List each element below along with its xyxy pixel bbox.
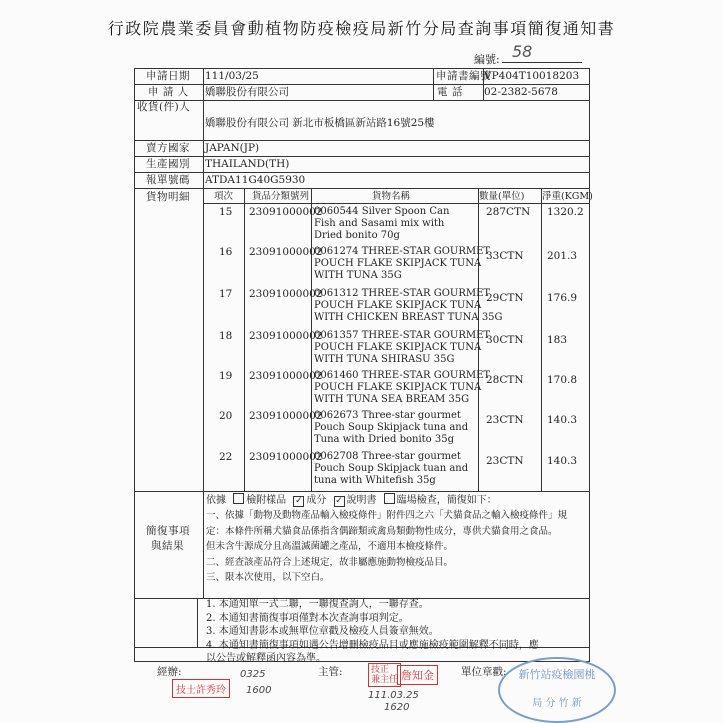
chief-note-2: 1620	[384, 702, 410, 713]
row-name-line: Dried bonito 70g	[314, 230, 400, 241]
row-item: 22	[219, 451, 233, 463]
handler-note-2: 1600	[246, 685, 272, 696]
declaration-label: 報單號碼	[146, 174, 190, 186]
row-weight: 140.3	[547, 455, 578, 467]
row-name-line: POUCH FLAKE SKIPJACK TUNA	[314, 382, 482, 393]
col-weight-header: 淨重(KGM)	[542, 191, 593, 202]
row-name-line: tuna with Whitefish 35g	[314, 475, 436, 486]
row-weight: 176.9	[547, 292, 578, 304]
sample-option: 檢附樣品	[246, 495, 287, 506]
row-name-line: 0062673 Three-star gourmet	[314, 410, 461, 421]
row-qty: 29CTN	[486, 292, 524, 304]
row-item: 20	[219, 410, 233, 422]
row-item: 16	[219, 246, 233, 258]
row-name	[314, 410, 468, 446]
row-name-line: POUCH FLAKE SKIPJACK TUNA	[314, 342, 482, 353]
chief-stamp-name: 詹知金	[397, 665, 438, 685]
origin-label: 生產國別	[146, 158, 190, 170]
row-name	[314, 370, 490, 406]
unit-stamp-text: 新竹站疫檢園桃	[518, 668, 596, 681]
consignee-label: 收貨(件)人	[137, 101, 191, 113]
note-item: 2. 本通知書簡復事項僅對本次查詢事項判定。	[206, 612, 409, 624]
reply-line: 二、經查該產品符合上述規定，故非屬應施動物檢疫品目。	[206, 556, 454, 568]
row-name-line: Fish and Sasami mix with	[314, 218, 445, 229]
row-name-line: Pouch Soup Skipjack tuan and	[314, 463, 469, 474]
basis-line	[206, 493, 497, 507]
row-name-line: WITH TUNA SEA BREAM 35G	[314, 394, 470, 405]
col-item-header: 項次	[214, 191, 234, 202]
unit-stamp	[498, 657, 616, 723]
row-name-line: POUCH FLAKE SKIPJACK TUNA	[314, 258, 482, 269]
serial-value: 58	[512, 42, 533, 61]
handler-label: 經辦:	[157, 666, 182, 678]
row-name-line: WITH CHICKEN BREAST TUNA 35G	[314, 312, 503, 323]
reply-text	[206, 508, 567, 586]
row-name-line: 0061312 THREE-STAR GOURMET	[314, 288, 491, 299]
serial-underline	[502, 62, 582, 63]
row-name	[314, 246, 490, 282]
seller-label: 賣方國家	[146, 142, 190, 154]
serial-label: 編號:	[474, 53, 500, 66]
row-name-line: WITH TUNA SHIRASU 35G	[314, 354, 455, 365]
row-code: 23091000002	[249, 370, 323, 382]
inspect-option: 臨場檢查，簡復如下：	[396, 495, 497, 506]
col-name-header: 貨物名稱	[372, 191, 411, 202]
chief-stamp-title: 技正	[371, 665, 390, 675]
ingredient-option: 成分	[306, 495, 327, 506]
row-name-line: 0060544 Silver Spoon Can	[314, 206, 450, 217]
apply-date-label: 申請日期	[146, 70, 190, 82]
row-qty: 287CTN	[486, 206, 531, 218]
manual-option: 說明書	[346, 495, 377, 506]
row-name	[314, 288, 503, 324]
query-no-value: VP404T10018203	[484, 70, 580, 82]
manual-checkbox[interactable]: ✓	[335, 496, 343, 506]
goods-label: 貨物明細	[146, 191, 190, 203]
row-item: 17	[219, 288, 233, 300]
note-item: 4. 本通知書簡復事項如遇公告增刪檢疫品目或應施檢疫範圍解釋不同時，應	[206, 639, 539, 651]
origin-value: THAILAND(TH)	[205, 158, 290, 170]
row-name-line: 0061357 THREE-STAR GOURMET	[314, 330, 491, 341]
row-code: 23091000002	[249, 206, 323, 218]
row-code: 23091000002	[249, 410, 323, 422]
chief-label: 主管:	[318, 666, 343, 678]
row-code: 23091000002	[249, 330, 323, 342]
reply-label-2: 與結果	[151, 540, 184, 552]
chief-stamp-role: 兼主任	[371, 675, 399, 685]
row-name-line: POUCH FLAKE SKIPJACK TUNA	[314, 300, 482, 311]
row-name-line: WITH TUNA 35G	[314, 270, 402, 281]
basis-label: 依據	[206, 495, 226, 506]
row-weight: 201.3	[547, 250, 578, 262]
row-name	[314, 451, 468, 487]
row-weight: 140.3	[547, 414, 578, 426]
row-qty: 23CTN	[486, 455, 524, 467]
inspect-checkbox[interactable]	[384, 493, 395, 504]
query-no-label: 申請書編號	[436, 70, 491, 82]
row-qty: 30CTN	[486, 334, 524, 346]
reply-label-1: 簡復事項	[146, 525, 190, 537]
col-qty-header: 數量(單位)	[479, 191, 525, 202]
reply-line: 但未含牛源成分且高溫滅菌罐之產品，不適用本檢疫條件。	[206, 541, 454, 552]
unit-label: 單位章戳:	[461, 666, 507, 678]
row-item: 15	[219, 206, 233, 218]
row-qty: 33CTN	[486, 250, 524, 262]
row-qty: 23CTN	[486, 414, 524, 426]
note-item: 1. 本通知單一式二聯，一聯復查詢人，一聯存查。	[206, 599, 429, 610]
col-code-header: 貨品分類號列	[252, 191, 310, 202]
row-weight: 170.8	[547, 374, 578, 386]
handler-stamp: 技士許秀玲	[172, 679, 230, 698]
row-code: 23091000002	[249, 246, 323, 258]
row-item: 18	[219, 330, 233, 342]
sample-checkbox[interactable]	[233, 493, 244, 504]
row-name-line: 0062708 Three-star gourmet	[314, 451, 461, 462]
row-item: 19	[219, 370, 233, 382]
row-weight: 1320.2	[547, 206, 584, 218]
row-weight: 183	[547, 334, 568, 346]
consignee-value: 嬌聯股份有限公司 新北市板橋區新站路16號25樓	[205, 117, 435, 129]
row-name-line: Tuna with Dried bonito 35g	[314, 434, 454, 445]
page-title: 行政院農業委員會動植物防疫檢疫局新竹分局查詢事項簡復通知書	[107, 19, 616, 38]
row-name	[314, 330, 490, 366]
reply-line: 三、限本次使用，以下空白。	[206, 572, 330, 583]
chief-note-1: 111.03.25	[368, 690, 419, 701]
row-name-line: 0061460 THREE-STAR GOURMET	[314, 370, 491, 381]
ingredient-checkbox[interactable]: ✓	[295, 496, 303, 506]
note-item: 3. 本通知書影本或無單位章戳及檢疫人員簽章無效。	[206, 626, 439, 637]
phone-label: 電 話	[437, 86, 463, 98]
handler-note-1: 0325	[240, 669, 266, 680]
row-qty: 28CTN	[486, 374, 524, 386]
row-name	[314, 206, 449, 242]
applicant-value: 嬌聯股份有限公司	[205, 86, 289, 98]
row-code: 23091000002	[249, 288, 323, 300]
apply-date-value: 111/03/25	[205, 70, 259, 82]
seller-value: JAPAN(JP)	[205, 142, 260, 154]
row-name-line: 0061274 THREE-STAR GOURMET	[314, 246, 491, 257]
note-item: 以公告或解釋函內容為準。	[206, 653, 326, 664]
row-name-line: Pouch Soup Skipjack tuna and	[314, 422, 469, 433]
phone-value: 02-2382-5678	[484, 86, 558, 98]
applicant-label: 申 請 人	[148, 86, 189, 98]
reply-line: 定：本條件所稱犬貓食品係指含偶蹄類或禽鳥類動物性成分，專供犬貓食用之食品。	[206, 525, 558, 537]
unit-stamp-sub: 局 分 竹 新	[532, 698, 582, 709]
declaration-value: ATDA11G40G5930	[205, 174, 306, 186]
reply-line: 一、依據「動物及動物產品輸入檢疫條件」附件四之六「犬貓食品之輸入檢疫條件」規	[206, 510, 568, 521]
notes	[206, 598, 539, 666]
row-code: 23091000002	[249, 451, 323, 463]
